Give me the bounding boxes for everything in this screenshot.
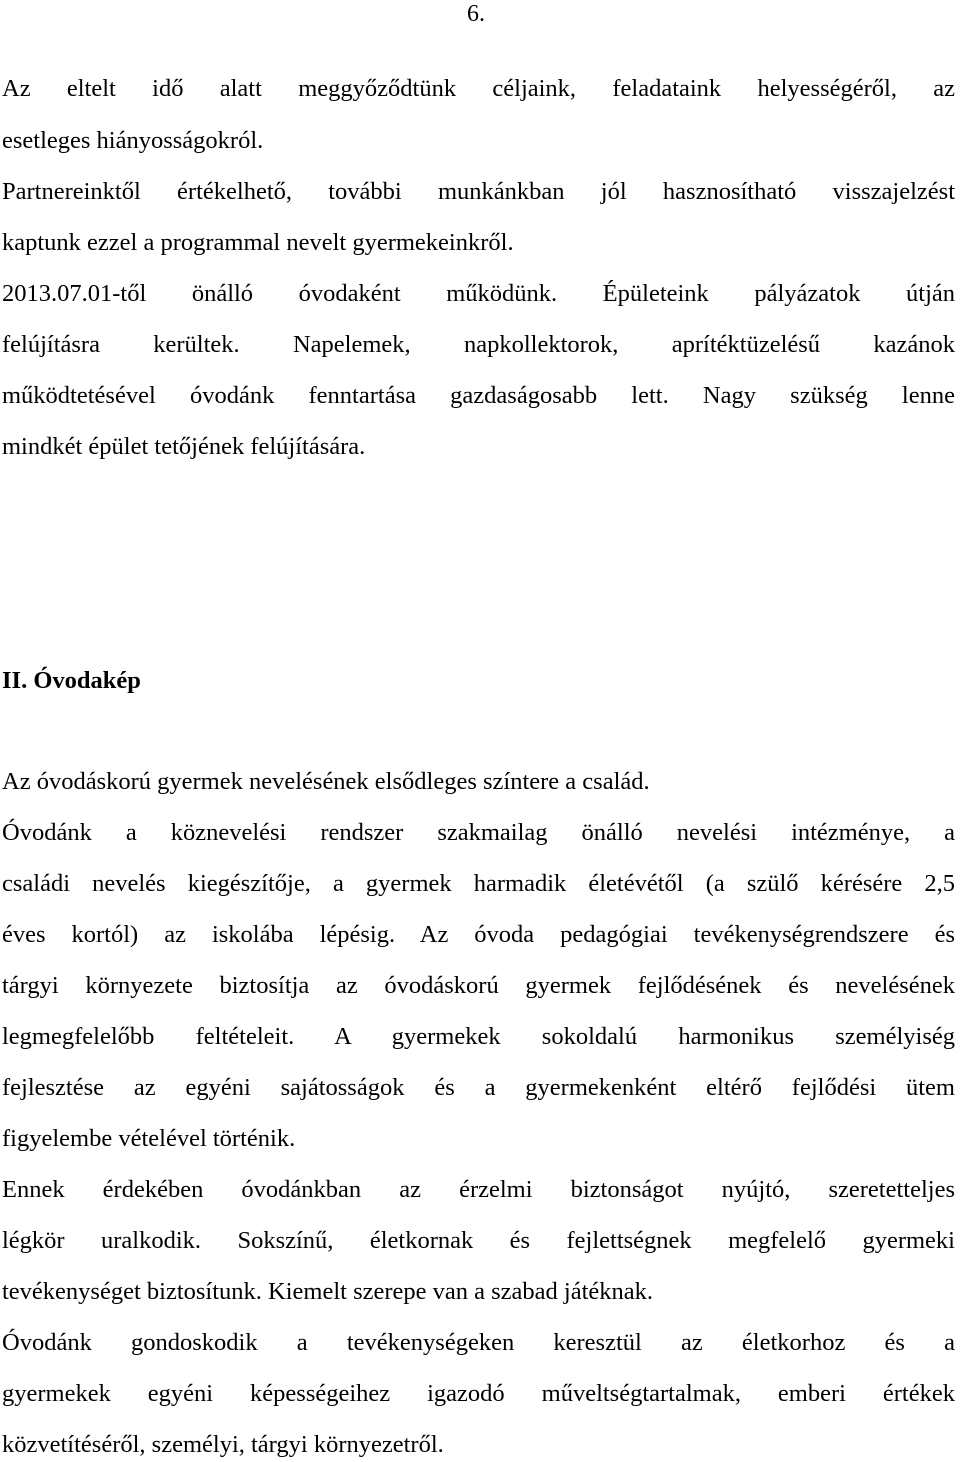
- section-heading: II. Óvodakép: [2, 667, 141, 694]
- text-line: Óvodánk a köznevelési rendszer szakmailag önálló nevelési intézménye, a: [2, 819, 955, 846]
- text-line: családi nevelés kiegészítője, a gyermek harmadik életévétől (a szülő kérésére 2,5: [2, 870, 955, 897]
- text-line: fejlesztése az egyéni sajátosságok és a gyermekenként eltérő fejlődési ütem: [2, 1074, 955, 1101]
- text-line: légkör uralkodik. Sokszínű, életkornak és fejlettségnek megfelelő gyermeki: [2, 1227, 955, 1254]
- text-line: tárgyi környezete biztosítja az óvodáskorú gyermek fejlődésének és nevelésének: [2, 972, 955, 999]
- text-line: figyelembe vételével történik.: [2, 1125, 296, 1152]
- text-line: esetleges hiányosságokról.: [2, 127, 264, 154]
- text-line: gyermekek egyéni képességeihez igazodó műveltségtartalmak, emberi értékek: [2, 1380, 955, 1407]
- text-line: éves kortól) az iskolába lépésig. Az óvoda pedagógiai tevékenységrendszere és: [2, 921, 955, 948]
- page-number: 6.: [467, 1, 485, 27]
- text-line: működtetésével óvodánk fenntartása gazdaságosabb lett. Nagy szükség lenne: [2, 382, 955, 409]
- text-line: Óvodánk gondoskodik a tevékenységeken keresztül az életkorhoz és a: [2, 1329, 955, 1356]
- text-line: Az eltelt idő alatt meggyőződtünk céljaink, feladataink helyességéről, az: [2, 75, 955, 102]
- text-line: felújításra kerültek. Napelemek, napkollektorok, aprítéktüzelésű kazánok: [2, 331, 955, 358]
- text-line: Ennek érdekében óvodánkban az érzelmi biztonságot nyújtó, szeretetteljes: [2, 1176, 955, 1203]
- text-line: 2013.07.01-től önálló óvodaként működünk. Épületeink pályázatok útján: [2, 280, 955, 307]
- text-line: legmegfelelőbb feltételeit. A gyermekek sokoldalú harmonikus személyiség: [2, 1023, 955, 1050]
- text-line: mindkét épület tetőjének felújítására.: [2, 433, 366, 460]
- text-line: tevékenységet biztosítunk. Kiemelt szerepe van a szabad játéknak.: [2, 1278, 654, 1305]
- text-line: közvetítéséről, személyi, tárgyi környezetről.: [2, 1431, 444, 1458]
- text-line: kaptunk ezzel a programmal nevelt gyermekeinkről.: [2, 229, 514, 256]
- text-line: Az óvodáskorú gyermek nevelésének elsődleges színtere a család.: [2, 768, 650, 795]
- text-line: Partnereinktől értékelhető, további munkánkban jól hasznosítható visszajelzést: [2, 178, 955, 205]
